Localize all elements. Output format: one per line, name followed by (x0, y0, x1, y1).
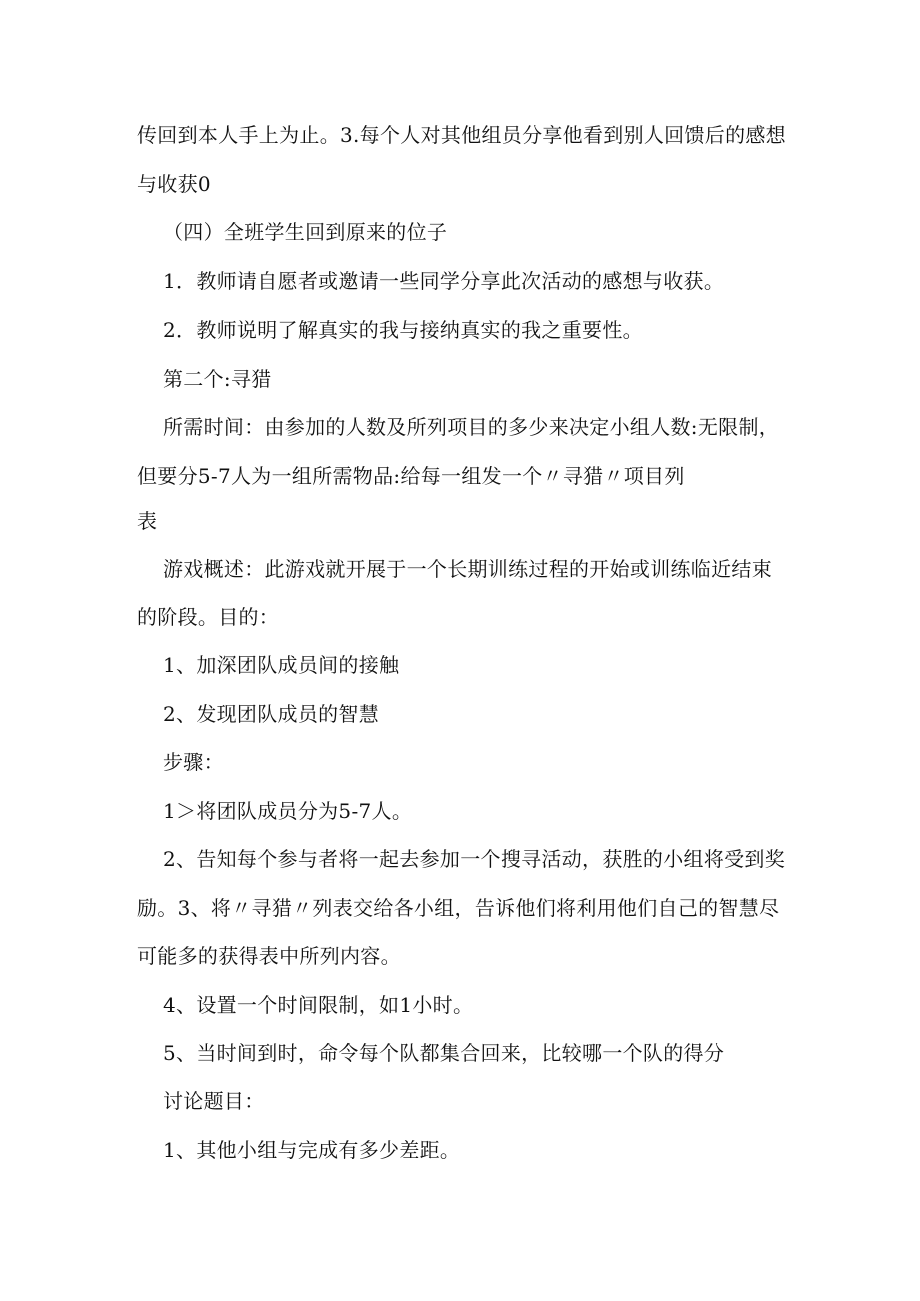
text-line: 所需时间：由参加的人数及所列项目的多少来决定小组人数:无限制， (163, 415, 780, 439)
text-line: 游戏概述：此游戏就开展于一个长期训练过程的开始或训练临近结束 (163, 557, 772, 581)
text-line: 励。3、将〃寻猎〃列表交给各小组，告诉他们将利用他们自己的智慧尽 (137, 896, 780, 920)
text-line: （四）全班学生回到原来的位子 (163, 220, 448, 244)
text-line: 2．教师说明了解真实的我与接纳真实的我之重要性。 (163, 318, 643, 342)
list-item: 2、告知每个参与者将一起去参加一个搜寻活动，获胜的小组将受到奖 (163, 847, 786, 871)
text-line: 但要分5-7人为一组所需物品:给每一组发一个〃寻猎〃项目列 (137, 464, 685, 488)
text-line: 传回到本人手上为止。3.每个人对其他组员分享他看到别人回馈后的感想 (137, 123, 786, 147)
list-item: 1＞将团队成员分为5-7人。 (163, 799, 413, 823)
text-line: 1．教师请自愿者或邀请一些同学分享此次活动的感想与收获。 (163, 269, 725, 293)
list-item: 1、加深团队成员间的接触 (163, 653, 400, 677)
text-line: 讨论题目： (163, 1089, 265, 1113)
text-line: 表 (137, 509, 158, 533)
list-item: 4、设置一个时间限制，如1小时。 (163, 993, 474, 1017)
list-item: 2、发现团队成员的智慧 (163, 702, 380, 726)
text-line: 可能多的获得表中所列内容。 (137, 944, 401, 968)
section-heading: 第二个:寻猎 (163, 367, 272, 391)
text-line: 的阶段。目的： (137, 605, 280, 629)
list-item: 5、当时间到时，命令每个队都集合回来，比较哪一个队的得分 (163, 1041, 725, 1065)
list-item: 1、其他小组与完成有多少差距。 (163, 1138, 461, 1162)
text-line: 与收获0 (137, 172, 211, 196)
text-line: 步骤： (163, 750, 224, 774)
